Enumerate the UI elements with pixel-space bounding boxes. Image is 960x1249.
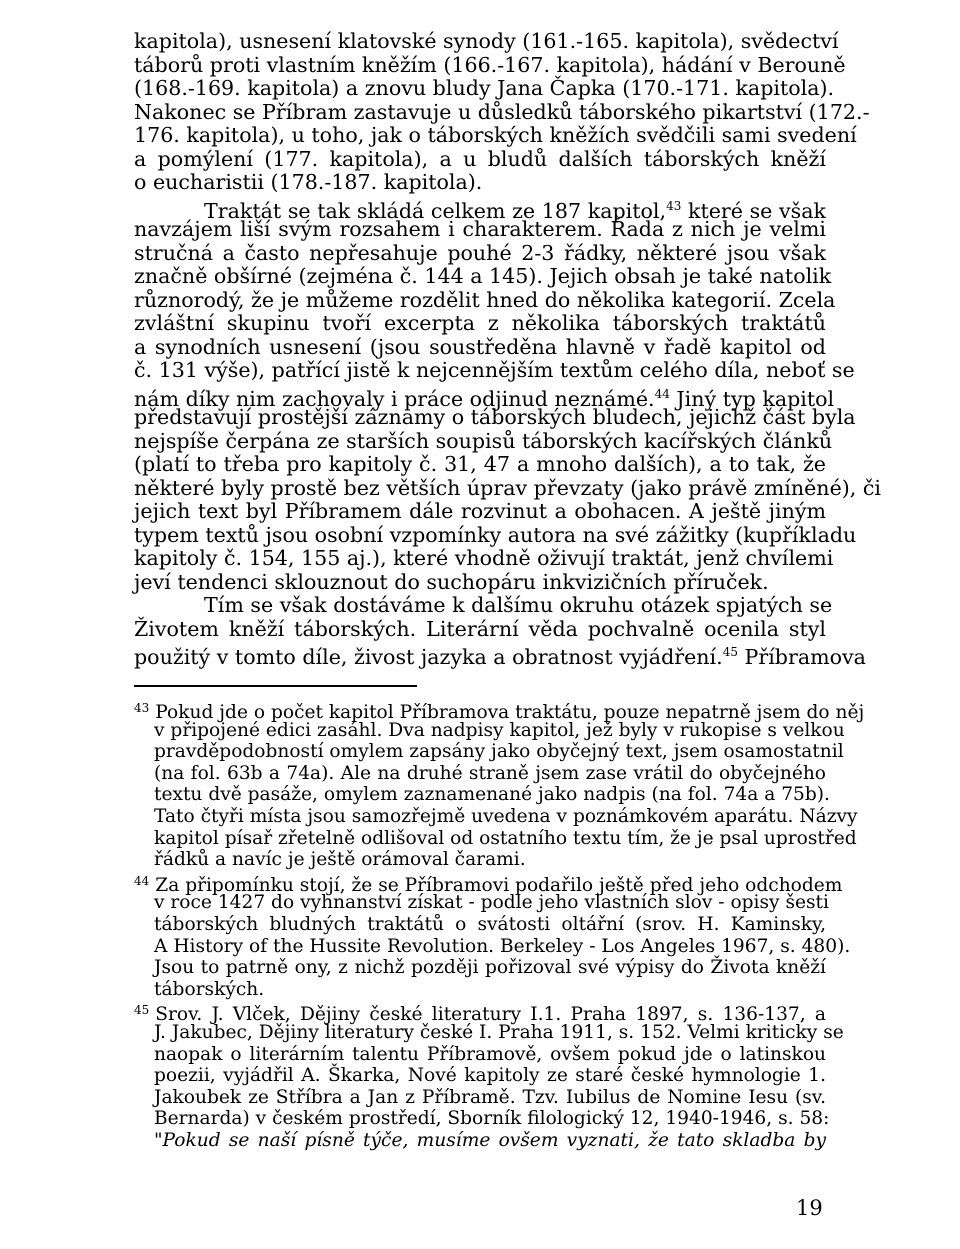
footnote-line — [134, 1000, 826, 1026]
text-line — [134, 383, 835, 411]
footnote-line: táborských bludných traktátů o svátosti oltářní (srov. H. Kaminsky, — [154, 913, 826, 935]
footnote-number: 45 — [134, 1003, 150, 1018]
footnote-line: kapitol písař zřetelně odlišoval od ostatního textu tím, že je psal uprostřed — [154, 827, 857, 849]
footnote-number: 43 — [134, 701, 150, 715]
text-line: zvláštní skupinu tvoří excerpta z několika táborských traktátů — [134, 311, 826, 335]
footnote-line: naopak o literárním talentu Příbramově, ovšem pokud jde o latinskou — [154, 1043, 826, 1065]
footnote-text: Za připomínku stojí, že se Příbramovi podařilo ještě před jeho odchodem — [155, 874, 843, 896]
text-line: stručná a často nepřesahuje pouhé 2-3 řádky, některé jsou však — [134, 240, 826, 265]
text-line: Životem kněží táborských. Literární věda pochvalně ocenila styl — [134, 616, 826, 641]
footnotes — [134, 698, 865, 1151]
footnote-line: A History of the Hussite Revolution. Berkeley - Los Angeles 1967, s. 480). — [154, 935, 851, 957]
text-fragment: které se však — [681, 198, 826, 223]
text-line: č. 131 výše), patřící jistě k nejcennějším textům celého díla, neboť se — [134, 358, 855, 382]
text-fragment: použitý v tomto díle, živost jazyka a obratnost vyjádření. — [134, 645, 723, 669]
text-line: některé byly prostě bez větších úprav převzaty (jako právě zmíněné), či — [134, 475, 882, 500]
main-text — [134, 29, 882, 669]
footnote-line — [134, 871, 843, 896]
footnote-line: Jsou to patrně ony, z nichž později pořizoval své výpisy do Života kněží — [154, 957, 826, 979]
text-line: a pomýlení (177. kapitola), a u bludů dalších táborských kněží — [134, 146, 826, 171]
text-line: nejspíše čerpána ze starších soupisů táborských kacířských článků — [134, 428, 833, 453]
text-line — [134, 195, 826, 223]
footnote-line: v roce 1427 do vyhnanství získat - podle jeho vlastních slov - opisy šesti — [154, 892, 829, 914]
text-line: kapitoly č. 154, 155 aj.), které vhodně oživují traktát, jenž chvílemi — [134, 546, 834, 570]
text-line: různorodý, že je můžeme rozdělit hned do několika kategorií. Zcela — [134, 287, 836, 312]
text-line: Tím se však dostáváme k dalšímu okruhu otázek spjatých se — [204, 593, 833, 617]
footnote-line: textu dvě pasáže, omylem zaznamenané jako nadpis (na fol. 74a a 75b). — [154, 784, 830, 806]
footnote-44 — [134, 871, 851, 1001]
text-fragment: Traktát se tak skládá celkem ze 187 kapitol, — [204, 198, 667, 223]
page-number: 19 — [796, 1196, 823, 1220]
footnote-divider — [134, 685, 417, 687]
footnote-ref: 45 — [722, 645, 738, 659]
footnote-line: pravděpodobností omylem zapsány jako obyčejný text, jsem osamostatnil — [154, 741, 844, 763]
footnote-line: Bernarda) v českém prostředí, Sborník filologický 12, 1940-1946, s. 58: — [154, 1108, 830, 1130]
footnote-line: v připojené edici zasáhl. Dva nadpisy kapitol, jež byly v rukopise s velkou — [154, 719, 845, 741]
text-line: a synodních usnesení (jsou soustředěna hlavně v řadě kapitol od — [134, 334, 826, 359]
text-line: (platí to třeba pro kapitoly č. 31, 47 a mnoho dalších), a to tak, že — [134, 452, 826, 476]
text-fragment: Příbramova — [737, 645, 866, 669]
footnote-line: táborských. — [154, 978, 265, 1000]
text-line: kapitola), usnesení klatovské synody (161.-165. kapitola), svědectví — [134, 29, 839, 53]
text-line: značně obšírné (zejména č. 144 a 145). Jejich obsah je také natolik — [134, 264, 832, 288]
text-line: táborů proti vlastním kněžím (166.-167. kapitola), hádání v Berouně — [134, 52, 846, 77]
footnote-line: řádků a navíc je ještě orámoval čarami. — [154, 849, 526, 871]
footnote-ref: 44 — [654, 386, 670, 401]
text-fragment: Jiný typ kapitol — [669, 386, 835, 411]
footnote-ref: 43 — [666, 198, 682, 213]
text-line: představují prostější záznamy o táborských bludech, jejichž část byla — [134, 405, 856, 429]
footnote-line — [134, 698, 865, 723]
text-line: 176. kapitola), u toho, jak o táborských kněžích svědčili sami svedení — [134, 123, 857, 147]
footnote-text: Srov. J. Vlček, Dějiny české literatury I.1. Praha 1897, s. 136-137, a — [155, 1004, 826, 1026]
text-line: typem textů jsou osobní vzpomínky autora na své zážitky (kupříkladu — [134, 522, 857, 547]
footnote-line: J. Jakubec, Dějiny literatury české I. Praha 1911, s. 152. Velmi kriticky se — [154, 1021, 844, 1043]
text-line — [134, 641, 866, 669]
footnote-43 — [134, 698, 865, 871]
footnote-number: 44 — [134, 873, 150, 888]
text-line: jejich text byl Příbramem dále rozvinut a obohacen. A ještě jiným — [134, 499, 826, 523]
footnote-line: Jakoubek ze Stříbra a Jan z Příbramě. Tzv. Iubilus de Nomine Iesu (sv. — [154, 1086, 826, 1108]
footnote-45 — [134, 1000, 844, 1151]
text-fragment: nám díky nim zachovaly i práce odjinud neznámé. — [134, 386, 655, 411]
text-line: jeví tendenci sklouznout do suchopáru inkvizičních příruček. — [134, 569, 769, 594]
footnote-line: "Pokud se naší písně týče, musíme ovšem vyznati, že tato skladba by — [154, 1129, 826, 1151]
text-line: (168.-169. kapitola) a znovu bludy Jana Čapka (170.-171. kapitola). — [134, 76, 835, 100]
footnote-line: Tato čtyři místa jsou samozřejmě uvedena v poznámkovém aparátu. Názvy — [154, 805, 858, 827]
text-line: Nakonec se Příbram zastavuje u důsledků táborského pikartství (172.- — [134, 99, 870, 124]
text-line: o eucharistii (178.-187. kapitola). — [134, 170, 483, 194]
text-line: navzájem liší svým rozsahem i charakterem. Řada z nich je velmi — [134, 217, 826, 241]
footnote-line: (na fol. 63b a 74a). Ale na druhé straně jsem zase vrátil do obyčejného — [154, 762, 826, 784]
footnote-line: poezii, vyjádřil A. Škarka, Nové kapitoly ze staré české hymnologie 1. — [154, 1065, 826, 1087]
footnote-text: Pokud jde o počet kapitol Příbramova traktátu, pouze nepatrně jsem do něj — [155, 702, 865, 723]
